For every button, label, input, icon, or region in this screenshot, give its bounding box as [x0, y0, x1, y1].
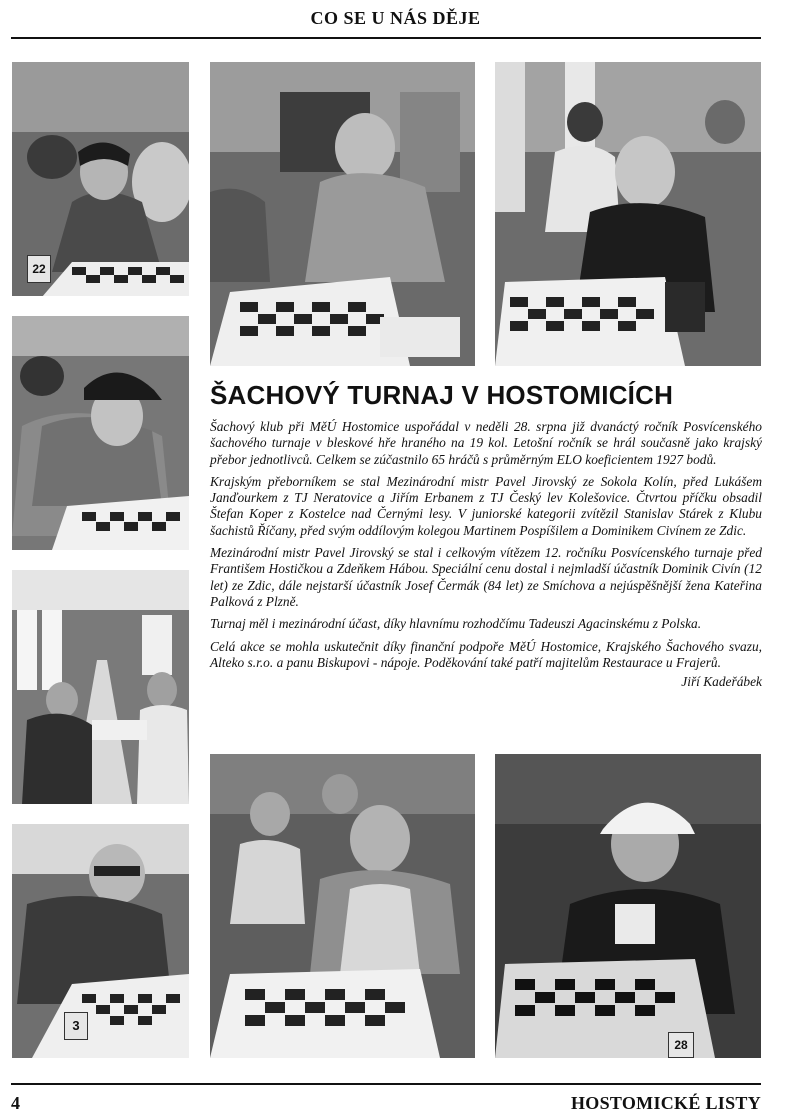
page-number: 4	[11, 1093, 20, 1113]
board-number-label: 3	[64, 1012, 88, 1040]
photo-young-player	[495, 754, 761, 1058]
article-paragraph: Krajským přeborníkem se stal Mezinárodní mistr Pavel Jirovský ze Sokola Kolín, před Lukášem Janďourkem z TJ Neratovice a Jiřím Erbanem z TJ Český lev Kolešovice. Čtvrtou příčku obsadil Štefan Koper z Kostelce nad Černými lesy. V juniorské kategorii zvítězil Stanislav Stárek z Klubu šachistů Říčany, před svým oddílovým kolegou Martinem Pospíšilem a Dominikem Civínem ze Zdic.	[210, 473, 762, 538]
article-paragraph: Mezinárodní mistr Pavel Jirovský se stal i celkovým vítězem 12. ročníku Posvícenského turnaje před Františem Hostičkou a Zdeňkem Hábou. Speciální cenu dostal i nejmladší účastník Dominik Civín (12 let) ze Zdic, dále nejstarší účastník Josef Čermák (84 let) ze Smíchova a nejúspěšnější žena Kateřina Palková z Plzně.	[210, 545, 762, 609]
article-body	[210, 419, 762, 690]
photo-player-in-cap	[12, 316, 189, 550]
section-title: CO SE U NÁS DĚJE	[310, 8, 481, 28]
article-author: Jiří Kadeřábek	[681, 674, 762, 690]
article-paragraph: Turnaj měl i mezinárodní účast, díky hlavnímu rozhodčímu Tadeuszi Agacinskému z Polska.	[210, 616, 702, 632]
photo-player-moving-piece	[210, 62, 475, 366]
board-number-label: 28	[668, 1032, 694, 1058]
photo-player-in-glasses	[12, 62, 189, 296]
photo-older-player	[495, 62, 761, 366]
article-paragraph: Celá akce se mohla uskutečnit díky finanční podpoře MěÚ Hostomice, Krajského Šachového svazu, Alteko s.r.o. a panu Biskupovi - nápoje. Poděkování také patří majitelům Restaurace u Frajerů.	[210, 638, 762, 670]
header-rule	[11, 37, 761, 39]
photo-player-at-board	[12, 824, 189, 1058]
board-number-label: 22	[27, 255, 51, 283]
article-paragraph: Šachový klub při MěÚ Hostomice uspořádal v neděli 28. srpna již dvanáctý ročník Posvícenského šachového turnaje v bleskové hře hraného na 19 kol. Letošní ročník se hrál současně jako krajský přebor jednotlivců. Celkem se zúčastnilo 65 hráčů s průměrným ELO koeficientem 1927 bodů.	[210, 419, 762, 467]
article-title: ŠACHOVÝ TURNAJ V HOSTOMICÍCH	[210, 380, 674, 410]
publication-name: HOSTOMICKÉ LISTY	[570, 1093, 761, 1113]
photo-tournament-hall	[12, 570, 189, 804]
footer-rule	[11, 1083, 761, 1085]
photo-player-vest	[210, 754, 475, 1058]
